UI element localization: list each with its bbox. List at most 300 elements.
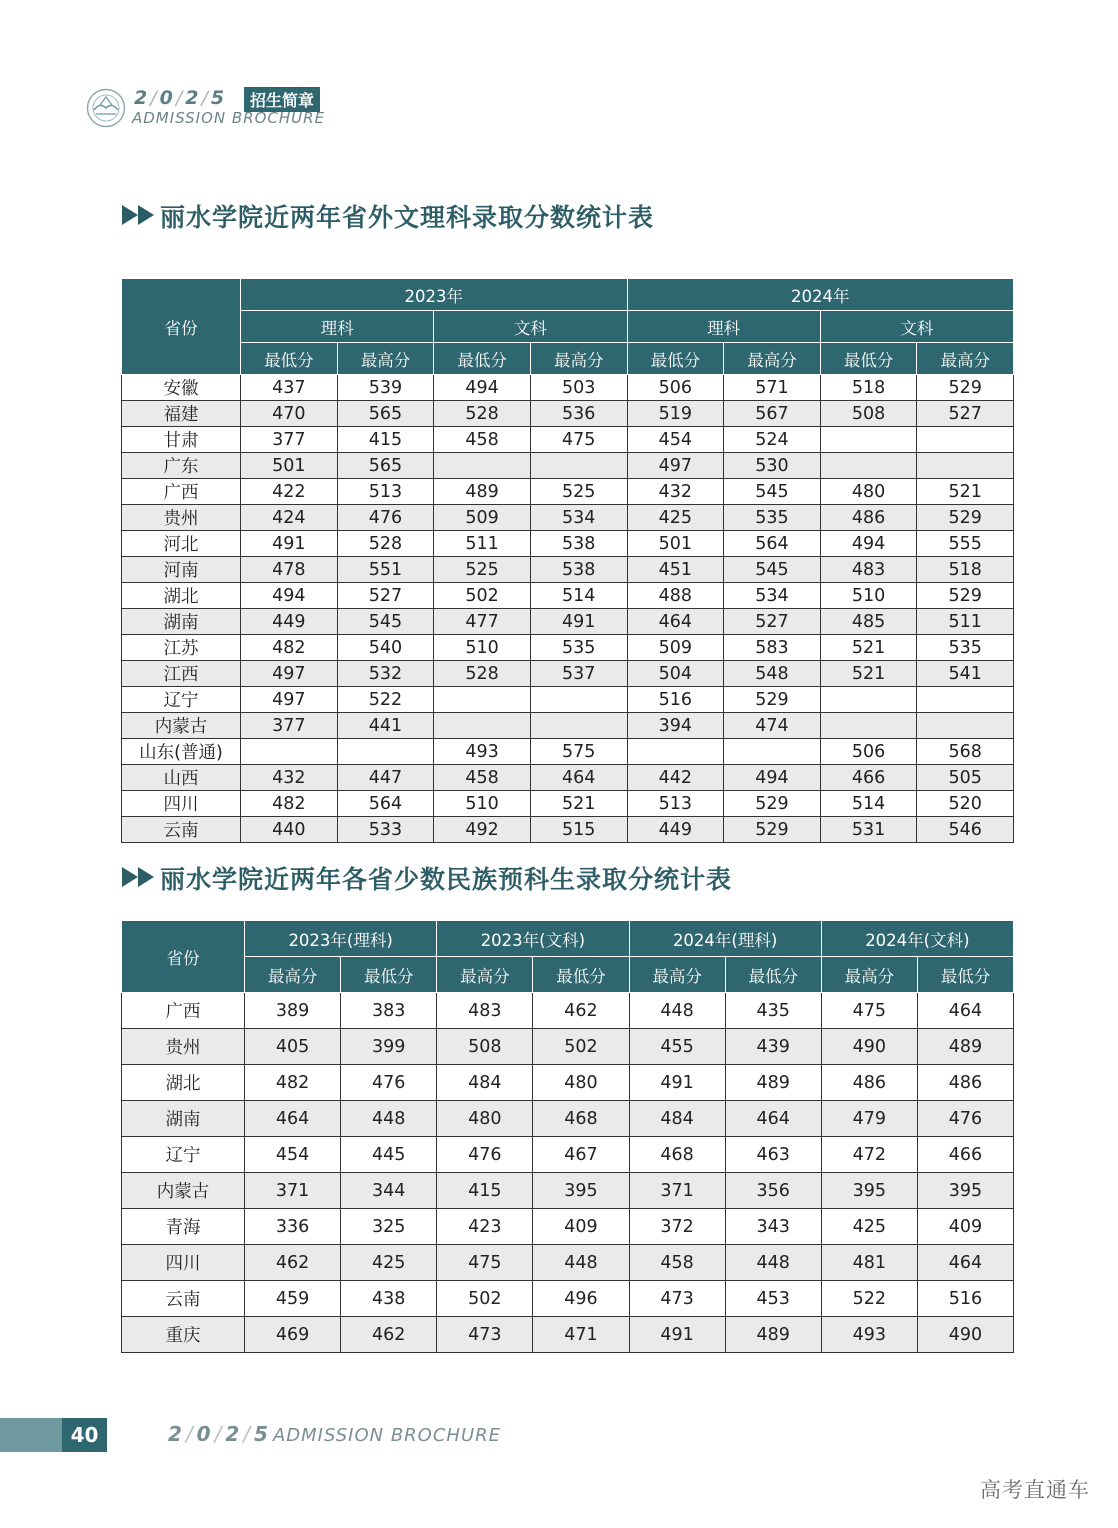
score-cell: 478 — [241, 557, 338, 583]
score-cell: 541 — [917, 661, 1014, 687]
subject-header: 理科 — [241, 311, 434, 343]
score-cell: 325 — [341, 1209, 437, 1245]
province-cell: 辽宁 — [122, 687, 241, 713]
score-cell: 464 — [725, 1101, 821, 1137]
score-cell: 475 — [437, 1245, 533, 1281]
score-cell: 531 — [820, 817, 917, 843]
score-cell — [820, 687, 917, 713]
province-header: 省份 — [122, 921, 245, 993]
score-cell: 491 — [629, 1317, 725, 1353]
table-row — [122, 1029, 1014, 1065]
score-cell: 462 — [245, 1245, 341, 1281]
score-cell — [820, 713, 917, 739]
score-cell: 405 — [245, 1029, 341, 1065]
score-cell: 377 — [241, 713, 338, 739]
score-cell: 490 — [821, 1029, 917, 1065]
score-cell: 486 — [821, 1065, 917, 1101]
score-cell: 449 — [627, 817, 724, 843]
score-cell: 536 — [530, 401, 627, 427]
score-cell: 511 — [917, 609, 1014, 635]
score-cell: 477 — [434, 609, 531, 635]
province-cell: 贵州 — [122, 505, 241, 531]
score-cell: 435 — [725, 993, 821, 1029]
score-cell: 415 — [337, 427, 434, 453]
minority-preparatory-score-table — [121, 920, 1014, 1353]
score-cell: 389 — [245, 993, 341, 1029]
stat-header: 最高分 — [821, 957, 917, 993]
score-cell: 442 — [627, 765, 724, 791]
year-header: 2024年 — [627, 279, 1014, 311]
score-cell: 476 — [337, 505, 434, 531]
score-cell: 483 — [437, 993, 533, 1029]
table-row — [122, 1065, 1014, 1101]
score-cell: 534 — [724, 583, 821, 609]
score-cell: 545 — [337, 609, 434, 635]
score-cell: 551 — [337, 557, 434, 583]
score-cell: 535 — [530, 635, 627, 661]
score-cell: 494 — [820, 531, 917, 557]
score-cell: 514 — [820, 791, 917, 817]
score-cell: 448 — [533, 1245, 629, 1281]
watermark-text: 高考直通车 — [980, 1478, 1090, 1502]
score-cell: 464 — [530, 765, 627, 791]
score-cell: 493 — [434, 739, 531, 765]
group-header: 2023年(文科) — [437, 921, 629, 957]
score-cell — [241, 739, 338, 765]
score-cell: 540 — [337, 635, 434, 661]
score-cell: 548 — [724, 661, 821, 687]
score-cell: 527 — [724, 609, 821, 635]
score-cell: 395 — [917, 1173, 1013, 1209]
score-cell: 505 — [917, 765, 1014, 791]
score-cell: 458 — [434, 765, 531, 791]
score-cell: 425 — [341, 1245, 437, 1281]
score-cell: 528 — [434, 401, 531, 427]
score-cell: 480 — [533, 1065, 629, 1101]
table-row — [122, 401, 1014, 427]
score-cell: 571 — [724, 375, 821, 401]
score-cell: 518 — [917, 557, 1014, 583]
score-cell: 508 — [820, 401, 917, 427]
score-cell: 546 — [917, 817, 1014, 843]
score-cell: 462 — [533, 993, 629, 1029]
score-cell: 394 — [627, 713, 724, 739]
score-cell: 539 — [337, 375, 434, 401]
score-cell: 509 — [627, 635, 724, 661]
score-cell: 489 — [434, 479, 531, 505]
score-cell: 492 — [434, 817, 531, 843]
score-cell: 475 — [821, 993, 917, 1029]
province-cell: 江苏 — [122, 635, 241, 661]
stat-header: 最高分 — [437, 957, 533, 993]
footer-subtitle: ADMISSION BROCHURE — [272, 1425, 502, 1446]
stat-header: 最高分 — [724, 343, 821, 375]
table-row — [122, 1173, 1014, 1209]
score-cell: 564 — [724, 531, 821, 557]
score-cell: 470 — [241, 401, 338, 427]
stat-header: 最高分 — [629, 957, 725, 993]
table-row — [122, 993, 1014, 1029]
score-cell: 437 — [241, 375, 338, 401]
province-cell: 河南 — [122, 557, 241, 583]
score-cell: 502 — [533, 1029, 629, 1065]
score-cell: 515 — [530, 817, 627, 843]
table-row — [122, 1209, 1014, 1245]
province-cell: 广东 — [122, 453, 241, 479]
table-row — [122, 531, 1014, 557]
score-cell: 516 — [917, 1281, 1013, 1317]
table-row — [122, 1281, 1014, 1317]
score-cell: 466 — [820, 765, 917, 791]
score-cell: 454 — [245, 1137, 341, 1173]
score-cell: 506 — [820, 739, 917, 765]
group-header: 2024年(文科) — [821, 921, 1013, 957]
score-cell — [820, 427, 917, 453]
score-cell: 458 — [434, 427, 531, 453]
score-cell: 485 — [820, 609, 917, 635]
score-cell: 538 — [530, 531, 627, 557]
score-cell: 504 — [627, 661, 724, 687]
province-cell: 辽宁 — [122, 1137, 245, 1173]
year-header: 2023年 — [241, 279, 628, 311]
score-cell — [917, 427, 1014, 453]
score-cell: 489 — [917, 1029, 1013, 1065]
score-cell: 509 — [434, 505, 531, 531]
stat-header: 最低分 — [533, 957, 629, 993]
province-cell: 四川 — [122, 791, 241, 817]
score-cell: 481 — [821, 1245, 917, 1281]
score-cell — [917, 687, 1014, 713]
province-cell: 四川 — [122, 1245, 245, 1281]
score-cell: 490 — [917, 1317, 1013, 1353]
score-cell: 522 — [821, 1281, 917, 1317]
score-cell: 344 — [341, 1173, 437, 1209]
score-cell: 555 — [917, 531, 1014, 557]
score-cell: 521 — [917, 479, 1014, 505]
score-cell: 514 — [530, 583, 627, 609]
table-row — [122, 505, 1014, 531]
score-cell: 497 — [627, 453, 724, 479]
score-cell: 510 — [434, 635, 531, 661]
score-cell: 486 — [917, 1065, 1013, 1101]
table-row — [122, 1137, 1014, 1173]
score-cell: 528 — [434, 661, 531, 687]
table-row — [122, 1101, 1014, 1137]
score-cell: 527 — [337, 583, 434, 609]
score-cell: 529 — [724, 791, 821, 817]
province-header: 省份 — [122, 279, 241, 375]
score-cell: 409 — [533, 1209, 629, 1245]
stat-header: 最高分 — [530, 343, 627, 375]
score-cell: 343 — [725, 1209, 821, 1245]
score-cell: 476 — [341, 1065, 437, 1101]
score-cell: 497 — [241, 687, 338, 713]
score-cell: 494 — [241, 583, 338, 609]
score-cell: 463 — [725, 1137, 821, 1173]
province-cell: 安徽 — [122, 375, 241, 401]
score-cell: 513 — [627, 791, 724, 817]
header-badge: 招生简章 — [244, 87, 320, 112]
stat-header: 最低分 — [241, 343, 338, 375]
score-cell: 484 — [629, 1101, 725, 1137]
score-cell: 464 — [917, 993, 1013, 1029]
score-cell: 467 — [533, 1137, 629, 1173]
score-cell: 545 — [724, 557, 821, 583]
score-cell: 497 — [241, 661, 338, 687]
score-cell — [434, 687, 531, 713]
score-cell: 415 — [437, 1173, 533, 1209]
score-cell: 529 — [724, 817, 821, 843]
score-cell: 336 — [245, 1209, 341, 1245]
score-cell: 356 — [725, 1173, 821, 1209]
table-row — [122, 609, 1014, 635]
score-cell: 455 — [629, 1029, 725, 1065]
header-subtitle: ADMISSION BROCHURE — [132, 109, 326, 127]
header-year: 2 / 0 / 2 / 5 — [134, 87, 226, 109]
group-header: 2023年(理科) — [245, 921, 437, 957]
score-cell: 483 — [820, 557, 917, 583]
score-cell: 567 — [724, 401, 821, 427]
score-cell — [337, 739, 434, 765]
score-cell: 491 — [530, 609, 627, 635]
section1-title-text: 丽水学院近两年省外文理科录取分数统计表 — [160, 203, 655, 232]
score-cell: 538 — [530, 557, 627, 583]
score-cell: 529 — [917, 505, 1014, 531]
score-cell: 395 — [821, 1173, 917, 1209]
score-cell: 449 — [241, 609, 338, 635]
score-cell — [530, 713, 627, 739]
score-cell: 528 — [337, 531, 434, 557]
score-cell: 473 — [629, 1281, 725, 1317]
score-cell: 520 — [917, 791, 1014, 817]
score-cell: 521 — [530, 791, 627, 817]
score-cell: 519 — [627, 401, 724, 427]
score-cell: 482 — [245, 1065, 341, 1101]
score-cell: 395 — [533, 1173, 629, 1209]
score-cell: 525 — [434, 557, 531, 583]
score-cell: 575 — [530, 739, 627, 765]
score-cell: 496 — [533, 1281, 629, 1317]
stat-header: 最高分 — [917, 343, 1014, 375]
score-cell — [627, 739, 724, 765]
score-cell: 448 — [725, 1245, 821, 1281]
score-cell: 501 — [241, 453, 338, 479]
score-cell: 494 — [724, 765, 821, 791]
score-cell: 535 — [724, 505, 821, 531]
province-cell: 山西 — [122, 765, 241, 791]
score-cell: 480 — [820, 479, 917, 505]
subject-header: 文科 — [434, 311, 627, 343]
score-cell: 494 — [434, 375, 531, 401]
score-cell — [530, 687, 627, 713]
score-cell: 521 — [820, 661, 917, 687]
score-cell: 454 — [627, 427, 724, 453]
province-cell: 重庆 — [122, 1317, 245, 1353]
score-cell: 399 — [341, 1029, 437, 1065]
score-cell: 529 — [917, 375, 1014, 401]
score-cell: 372 — [629, 1209, 725, 1245]
province-cell: 湖南 — [122, 609, 241, 635]
score-cell: 476 — [917, 1101, 1013, 1137]
score-cell: 502 — [434, 583, 531, 609]
table-row — [122, 375, 1014, 401]
score-cell: 459 — [245, 1281, 341, 1317]
score-cell: 491 — [241, 531, 338, 557]
score-cell: 462 — [341, 1317, 437, 1353]
group-header: 2024年(理科) — [629, 921, 821, 957]
province-cell: 甘肃 — [122, 427, 241, 453]
province-cell: 内蒙古 — [122, 713, 241, 739]
score-cell: 468 — [629, 1137, 725, 1173]
score-cell: 545 — [724, 479, 821, 505]
table-row — [122, 427, 1014, 453]
score-cell: 486 — [820, 505, 917, 531]
province-cell: 广西 — [122, 479, 241, 505]
province-cell: 青海 — [122, 1209, 245, 1245]
table-row — [122, 739, 1014, 765]
score-cell — [917, 453, 1014, 479]
score-cell: 458 — [629, 1245, 725, 1281]
score-cell — [917, 713, 1014, 739]
score-cell: 489 — [725, 1065, 821, 1101]
score-cell: 482 — [241, 635, 338, 661]
province-cell: 河北 — [122, 531, 241, 557]
score-cell: 533 — [337, 817, 434, 843]
double-arrow-icon — [122, 867, 156, 887]
page-number: 40 — [62, 1418, 107, 1452]
subject-header: 文科 — [820, 311, 1013, 343]
score-cell: 473 — [437, 1317, 533, 1353]
footer-accent-bar — [0, 1418, 62, 1452]
province-cell: 云南 — [122, 817, 241, 843]
score-cell: 532 — [337, 661, 434, 687]
score-cell: 502 — [437, 1281, 533, 1317]
score-cell: 383 — [341, 993, 437, 1029]
score-cell — [434, 453, 531, 479]
stat-header: 最低分 — [434, 343, 531, 375]
province-cell: 山东(普通) — [122, 739, 241, 765]
score-cell: 508 — [437, 1029, 533, 1065]
score-cell: 423 — [437, 1209, 533, 1245]
province-cell: 贵州 — [122, 1029, 245, 1065]
province-cell: 云南 — [122, 1281, 245, 1317]
province-cell: 湖南 — [122, 1101, 245, 1137]
stat-header: 最低分 — [627, 343, 724, 375]
score-cell: 453 — [725, 1281, 821, 1317]
province-cell: 内蒙古 — [122, 1173, 245, 1209]
score-cell: 510 — [820, 583, 917, 609]
section2-title-text: 丽水学院近两年各省少数民族预科生录取分统计表 — [160, 865, 733, 894]
table-row — [122, 765, 1014, 791]
score-cell: 377 — [241, 427, 338, 453]
score-cell: 535 — [917, 635, 1014, 661]
score-cell: 451 — [627, 557, 724, 583]
stat-header: 最高分 — [337, 343, 434, 375]
stat-header: 最低分 — [820, 343, 917, 375]
score-cell: 471 — [533, 1317, 629, 1353]
university-logo-icon — [86, 88, 126, 128]
score-cell: 441 — [337, 713, 434, 739]
footer-brand: 2 / 0 / 2 / 5 ADMISSION BROCHURE — [168, 1422, 502, 1446]
score-cell: 474 — [724, 713, 821, 739]
score-cell: 464 — [917, 1245, 1013, 1281]
province-cell: 江西 — [122, 661, 241, 687]
province-cell: 湖北 — [122, 583, 241, 609]
score-cell: 464 — [245, 1101, 341, 1137]
score-cell: 464 — [627, 609, 724, 635]
score-cell: 445 — [341, 1137, 437, 1173]
score-cell: 371 — [629, 1173, 725, 1209]
double-arrow-icon — [122, 205, 156, 225]
table-row — [122, 557, 1014, 583]
score-cell: 476 — [437, 1137, 533, 1173]
score-cell: 422 — [241, 479, 338, 505]
out-of-province-score-table — [121, 278, 1014, 843]
table-row — [122, 479, 1014, 505]
score-cell: 513 — [337, 479, 434, 505]
score-cell — [820, 453, 917, 479]
score-cell: 568 — [917, 739, 1014, 765]
score-cell: 439 — [725, 1029, 821, 1065]
table-row — [122, 453, 1014, 479]
score-cell: 488 — [627, 583, 724, 609]
score-cell: 448 — [341, 1101, 437, 1137]
score-cell: 521 — [820, 635, 917, 661]
table-row — [122, 661, 1014, 687]
stat-header: 最低分 — [725, 957, 821, 993]
table-row — [122, 713, 1014, 739]
score-cell: 537 — [530, 661, 627, 687]
stat-header: 最高分 — [245, 957, 341, 993]
score-cell: 511 — [434, 531, 531, 557]
score-cell: 468 — [533, 1101, 629, 1137]
score-cell: 371 — [245, 1173, 341, 1209]
score-cell: 484 — [437, 1065, 533, 1101]
table-row — [122, 687, 1014, 713]
score-cell: 482 — [241, 791, 338, 817]
table-row — [122, 583, 1014, 609]
score-cell: 432 — [241, 765, 338, 791]
score-cell: 424 — [241, 505, 338, 531]
score-cell: 506 — [627, 375, 724, 401]
score-cell — [724, 739, 821, 765]
score-cell: 469 — [245, 1317, 341, 1353]
score-cell: 503 — [530, 375, 627, 401]
score-cell: 493 — [821, 1317, 917, 1353]
score-cell: 516 — [627, 687, 724, 713]
stat-header: 最低分 — [917, 957, 1013, 993]
score-cell: 524 — [724, 427, 821, 453]
table-row — [122, 791, 1014, 817]
score-cell: 432 — [627, 479, 724, 505]
table-row — [122, 1317, 1014, 1353]
score-cell: 448 — [629, 993, 725, 1029]
score-cell: 534 — [530, 505, 627, 531]
score-cell: 564 — [337, 791, 434, 817]
score-cell: 479 — [821, 1101, 917, 1137]
score-cell: 438 — [341, 1281, 437, 1317]
score-cell: 409 — [917, 1209, 1013, 1245]
score-cell: 527 — [917, 401, 1014, 427]
table-row — [122, 1245, 1014, 1281]
score-cell: 466 — [917, 1137, 1013, 1173]
score-cell: 425 — [821, 1209, 917, 1245]
score-cell: 525 — [530, 479, 627, 505]
subject-header: 理科 — [627, 311, 820, 343]
score-cell — [530, 453, 627, 479]
score-cell: 530 — [724, 453, 821, 479]
score-cell: 529 — [917, 583, 1014, 609]
